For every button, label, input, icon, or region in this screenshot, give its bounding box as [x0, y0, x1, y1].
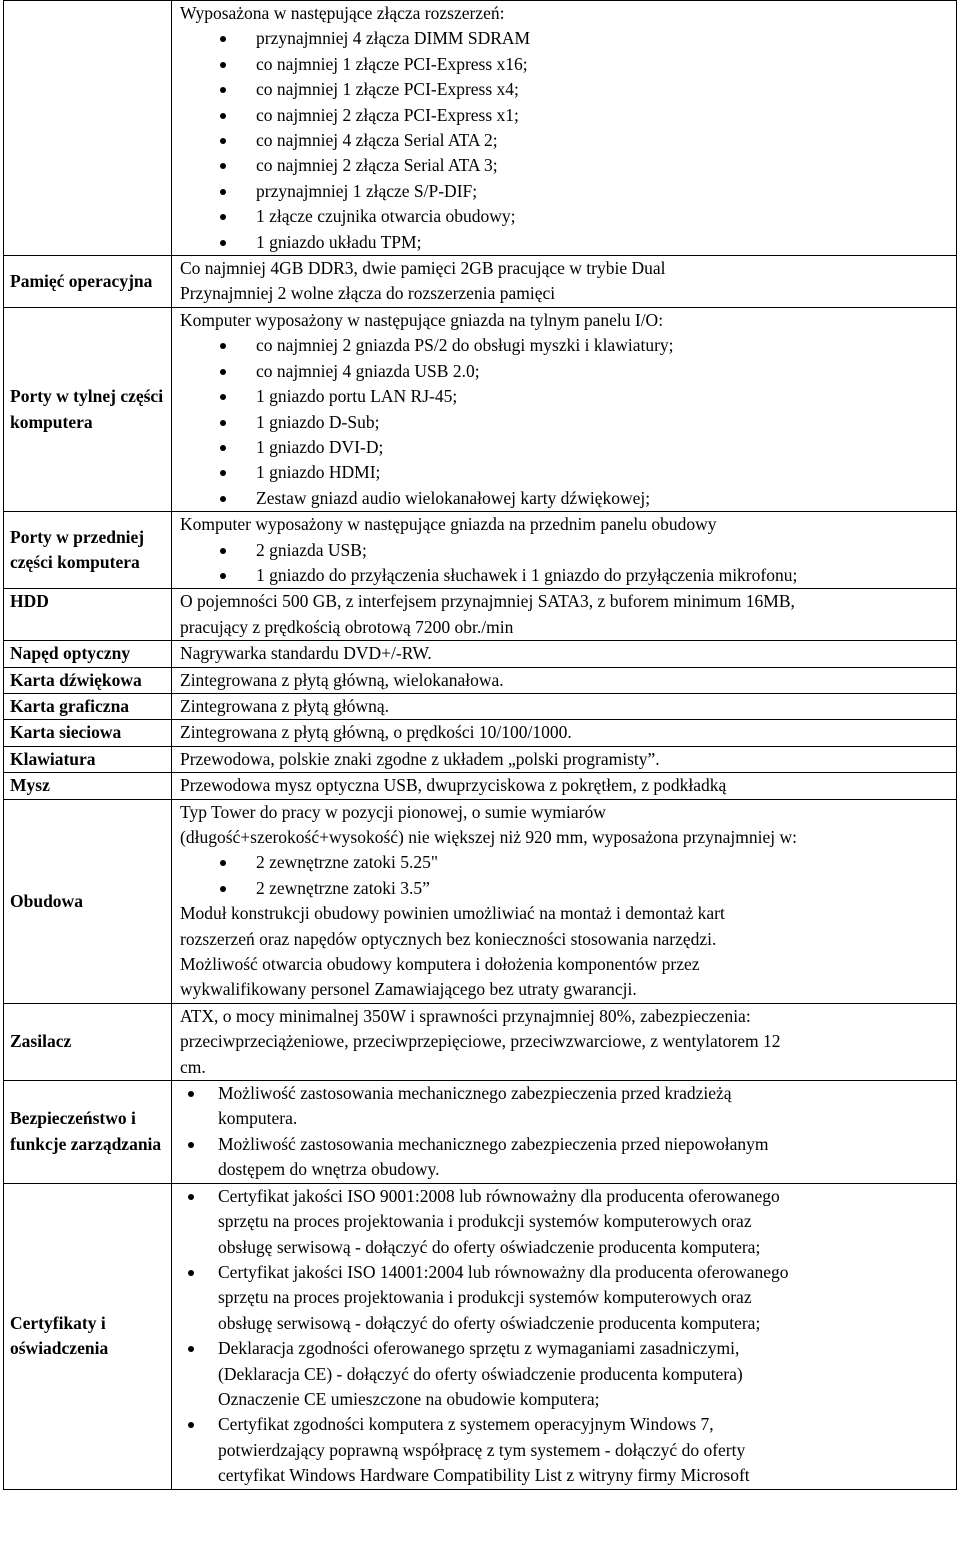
list-item — [180, 1184, 952, 1260]
list-item-line: obsługę serwisową - dołączyć do oferty oświadczenie producenta komputera; — [218, 1312, 761, 1333]
row-label: Napęd optyczny — [4, 641, 172, 667]
list-item-line: Oznaczenie CE umieszczone na obudowie komputera; — [218, 1388, 600, 1409]
row-label: Mysz — [4, 773, 172, 799]
row-value — [172, 720, 957, 746]
list-item: 1 złącze czujnika otwarcia obudowy; — [180, 204, 952, 229]
row-line: Przewodowa mysz optyczna USB, dwuprzyciskowa z pokrętłem, z podkładką — [180, 775, 727, 796]
list-item: co najmniej 2 gniazda PS/2 do obsługi myszki i klawiatury; — [180, 333, 952, 358]
row-intro: Komputer wyposażony w następujące gniazda na przednim panelu obudowy — [180, 514, 717, 535]
table-row — [4, 773, 957, 799]
row-value — [172, 641, 957, 667]
row-value — [172, 512, 957, 589]
list-item: Zestaw gniazd audio wielokanałowej karty dźwiękowej; — [180, 486, 952, 511]
row-line: rozszerzeń oraz napędów optycznych bez konieczności stosowania narzędzi. — [180, 928, 717, 949]
table-row — [4, 1183, 957, 1489]
row-value — [172, 746, 957, 772]
row-label: Obudowa — [4, 799, 172, 1003]
list-item: co najmniej 4 gniazda USB 2.0; — [180, 359, 952, 384]
list-item-line: obsługę serwisową - dołączyć do oferty oświadczenie producenta komputera; — [218, 1236, 761, 1257]
row-value — [172, 589, 957, 641]
list-item-line: komputera. — [218, 1108, 298, 1129]
table-row — [4, 799, 957, 1003]
list-item: 2 zewnętrzne zatoki 5.25" — [180, 850, 952, 875]
list-item-line: sprzętu na proces projektowania i produkcji systemów komputerowych oraz — [218, 1287, 752, 1308]
row-label: Klawiatura — [4, 746, 172, 772]
row-label — [4, 1, 172, 256]
list-item — [180, 1412, 952, 1488]
row-line: Możliwość otwarcia obudowy komputera i dołożenia komponentów przez — [180, 954, 700, 975]
list-item — [180, 1336, 952, 1412]
spec-table — [3, 0, 957, 1490]
row-line: Zintegrowana z płytą główną, wielokanałowa. — [180, 669, 504, 690]
row-value — [172, 1, 957, 256]
row-label: Karta dźwiękowa — [4, 667, 172, 693]
row-line: cm. — [180, 1056, 206, 1077]
row-line: Moduł konstrukcji obudowy powinien umożliwiać na montaż i demontaż kart — [180, 903, 725, 924]
row-label: Karta sieciowa — [4, 720, 172, 746]
table-row — [4, 641, 957, 667]
list-item: przynajmniej 4 złącza DIMM SDRAM — [180, 26, 952, 51]
list-item — [180, 1260, 952, 1336]
list-item-line: sprzętu na proces projektowania i produkcji systemów komputerowych oraz — [218, 1211, 752, 1232]
table-row — [4, 307, 957, 511]
row-value — [172, 799, 957, 1003]
table-row — [4, 256, 957, 308]
row-line: Co najmniej 4GB DDR3, dwie pamięci 2GB pracujące w trybie Dual — [180, 258, 666, 279]
table-row — [4, 720, 957, 746]
list-item: co najmniej 2 złącza PCI-Express x1; — [180, 103, 952, 128]
list-item-line: Certyfikat jakości ISO 14001:2004 lub równoważny dla producenta oferowanego — [218, 1261, 789, 1282]
table-row — [4, 589, 957, 641]
list-item: co najmniej 4 złącza Serial ATA 2; — [180, 128, 952, 153]
list-item-line: potwierdzający poprawną współpracę z tym systemem - dołączyć do oferty — [218, 1439, 746, 1460]
row-value — [172, 307, 957, 511]
row-label: Zasilacz — [4, 1003, 172, 1080]
list-item-line: dostępem do wnętrza obudowy. — [218, 1159, 440, 1180]
row-intro: (długość+szerokość+wysokość) nie większej niż 920 mm, wyposażona przynajmniej w: — [180, 827, 798, 847]
row-line: przeciwprzeciążeniowe, przeciwprzepięciowe, przeciwzwarciowe, z wentylatorem 12 — [180, 1031, 781, 1052]
row-line: ATX, o mocy minimalnej 350W i sprawności przynajmniej 80%, zabezpieczenia: — [180, 1005, 751, 1026]
row-label: Certyfikaty i oświadczenia — [4, 1183, 172, 1489]
table-row — [4, 1, 957, 256]
list-item: co najmniej 2 złącza Serial ATA 3; — [180, 153, 952, 178]
list-item: 1 gniazdo DVI-D; — [180, 435, 952, 460]
list-item: 2 zewnętrzne zatoki 3.5” — [180, 876, 952, 901]
row-label: Porty w przedniej części komputera — [4, 512, 172, 589]
row-line: wykwalifikowany personel Zamawiającego bez utraty gwarancji. — [180, 979, 637, 1000]
row-intro: Typ Tower do pracy w pozycji pionowej, o sumie wymiarów — [180, 801, 606, 822]
row-line: Przewodowa, polskie znaki zgodne z układem „polski programisty”. — [180, 748, 660, 769]
list-item: 2 gniazda USB; — [180, 538, 952, 563]
row-line: Zintegrowana z płytą główną, o prędkości 10/100/1000. — [180, 722, 572, 743]
list-item-line: certyfikat Windows Hardware Compatibility List z witryny firmy Microsoft — [218, 1465, 750, 1486]
table-row — [4, 667, 957, 693]
list-item-line: Certyfikat zgodności komputera z systemem operacyjnym Windows 7, — [218, 1414, 714, 1435]
table-row — [4, 1081, 957, 1184]
row-line: Przynajmniej 2 wolne złącza do rozszerzenia pamięci — [180, 283, 556, 304]
row-value — [172, 1081, 957, 1184]
row-value — [172, 1003, 957, 1080]
row-value — [172, 693, 957, 719]
row-value — [172, 256, 957, 308]
list-item: 1 gniazdo do przyłączenia słuchawek i 1 gniazdo do przyłączenia mikrofonu; — [180, 563, 952, 588]
row-value — [172, 1183, 957, 1489]
table-row — [4, 512, 957, 589]
list-item: 1 gniazdo układu TPM; — [180, 230, 952, 255]
list-item-line: Deklaracja zgodności oferowanego sprzętu z wymaganiami zasadniczymi, — [218, 1338, 740, 1359]
row-line: pracujący z prędkością obrotową 7200 obr./min — [180, 616, 514, 637]
list-item — [180, 1132, 952, 1183]
list-item-line: Certyfikat jakości ISO 9001:2008 lub równoważny dla producenta oferowanego — [218, 1185, 780, 1206]
row-label: HDD — [4, 589, 172, 641]
list-item-line: (Deklaracja CE) - dołączyć do oferty oświadczenie producenta komputera) — [218, 1363, 743, 1384]
row-label: Karta graficzna — [4, 693, 172, 719]
row-intro: Komputer wyposażony w następujące gniazda na tylnym panelu I/O: — [180, 309, 664, 330]
row-intro: Wyposażona w następujące złącza rozszerzeń: — [180, 3, 505, 23]
row-label: Bezpieczeństwo i funkcje zarządzania — [4, 1081, 172, 1184]
row-value — [172, 773, 957, 799]
list-item: 1 gniazdo D-Sub; — [180, 410, 952, 435]
table-row — [4, 693, 957, 719]
table-row — [4, 746, 957, 772]
list-item: co najmniej 1 złącze PCI-Express x4; — [180, 77, 952, 102]
row-line: Nagrywarka standardu DVD+/-RW. — [180, 643, 432, 664]
row-line: O pojemności 500 GB, z interfejsem przynajmniej SATA3, z buforem minimum 16MB, — [180, 591, 795, 612]
list-item-line: Możliwość zastosowania mechanicznego zabezpieczenia przed niepowołanym — [218, 1133, 769, 1154]
row-line: Zintegrowana z płytą główną. — [180, 695, 389, 716]
list-item — [180, 1081, 952, 1132]
list-item: 1 gniazdo portu LAN RJ-45; — [180, 384, 952, 409]
list-item: co najmniej 1 złącze PCI-Express x16; — [180, 52, 952, 77]
row-label: Pamięć operacyjna — [4, 256, 172, 308]
row-value — [172, 667, 957, 693]
table-row — [4, 1003, 957, 1080]
list-item: przynajmniej 1 złącze S/P-DIF; — [180, 179, 952, 204]
row-label: Porty w tylnej części komputera — [4, 307, 172, 511]
list-item: 1 gniazdo HDMI; — [180, 460, 952, 485]
list-item-line: Możliwość zastosowania mechanicznego zabezpieczenia przed kradzieżą — [218, 1083, 732, 1104]
